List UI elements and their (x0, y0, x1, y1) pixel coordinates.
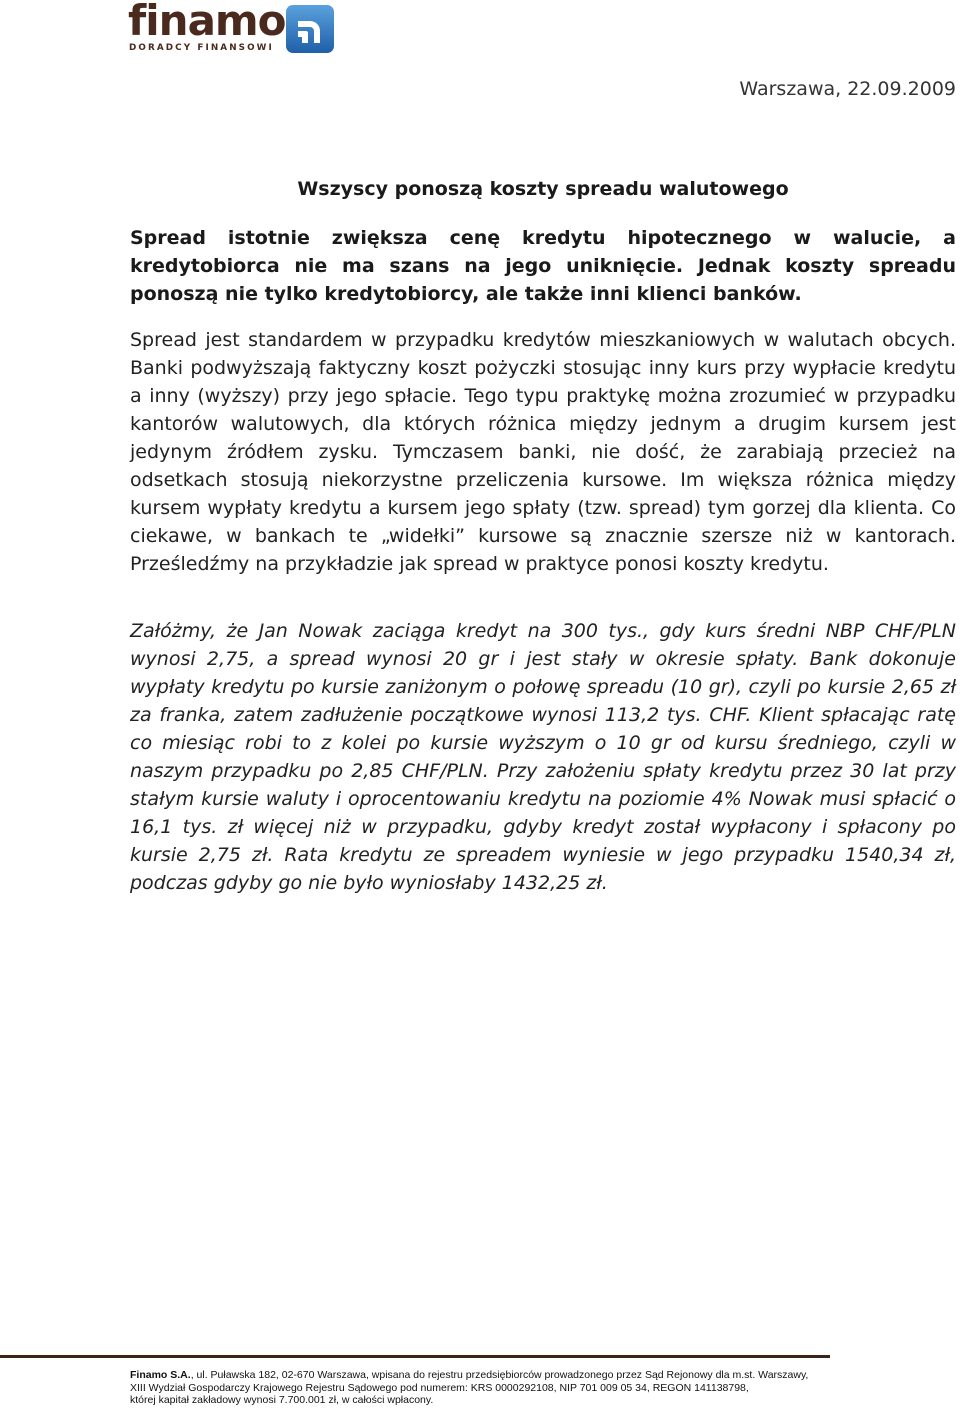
article-paragraph-example: Załóżmy, że Jan Nowak zaciąga kredyt na 300 tys., gdy kurs średni NBP CHF/PLN wynosi 2,75, a spread wynosi 20 gr i jest stały w okresie spłaty. Bank dokonuje wypłaty kredytu po kursie zaniżonym o połowę spreadu (10 gr), czyli po kursie 2,65 zł za franka, zatem zadłużenie początkowe wynosi 113,2 tys. CHF. Klient spłacając ratę co miesiąc robi to z kolei po kursie wyższym o 10 gr od kursu średniego, czyli w naszym przypadku po 2,85 CHF/PLN. Przy założeniu spłaty kredytu przez 30 lat przy stałym kursie waluty i oprocentowaniu kredytu na poziomie 4% Nowak musi spłacić o 16,1 tys. zł więcej niż w przypadku, gdyby kredyt został wypłacony i spłacony po kursie 2,75 zł. Rata kredytu ze spreadem wyniesie w jego przypadku 1540,34 zł, podczas gdyby go nie było wyniosłaby 1432,25 zł. (130, 620, 956, 894)
footer-company-name: Finamo S.A. (130, 1369, 191, 1381)
article-title: Wszyscy ponoszą koszty spreadu walutowego (297, 178, 789, 200)
footer-line-2: XIII Wydział Gospodarczy Krajowego Rejestru Sądowego pod numerem: KRS 0000292108, NIP 701 009 05 34, REGON 141138798, (130, 1381, 749, 1394)
article-paragraph-1: Spread jest standardem w przypadku kredytów mieszkaniowych w walutach obcych. Banki podwyższają faktyczny koszt pożyczki stosując inny kurs przy wypłacie kredytu a inny (wyższy) przy jego spłacie. Tego typu praktykę można zrozumieć w przypadku kantorów walutowych, dla których różnica między jednym a drugim kursem jest jedynym źródłem zysku. Tymczasem banki, nie dość, że zarabiają przecież na odsetkach stosują niekorzystne przeliczenia kursowe. Im większa różnica między kursem wypłaty kredytu a kursem jego spłaty (tzw. spread) tym gorzej dla klienta. Co ciekawe, w bankach te „widełki” kursowe są znacznie szersze niż w kantorach. Prześledźmy na przykładzie jak spread w praktyce ponosi koszty kredytu. (130, 329, 956, 575)
footer-divider (0, 1355, 830, 1358)
footer-line-1 (130, 1369, 890, 1382)
article-lead: Spread istotnie zwiększa cenę kredytu hipotecznego w walucie, a kredytobiorca nie ma szans na jego uniknięcie. Jednak koszty spreadu ponoszą nie tylko kredytobiorcy, ale także inni klienci banków. (130, 227, 956, 305)
company-footer (130, 1369, 890, 1407)
company-logo (128, 0, 338, 54)
document-date: Warszawa, 22.09.2009 (739, 78, 956, 100)
logo-tagline: DORADCY FINANSOWI (129, 43, 274, 53)
logo-mark-icon (286, 5, 334, 53)
footer-address: , ul. Puławska 182, 02-670 Warszawa, wpisana do rejestru przedsiębiorców prowadzonego przez Sąd Rejonowy dla m.st. Warszawy, (190, 1369, 809, 1381)
logo-wordmark: finamo (128, 0, 286, 45)
footer-line-3: której kapitał zakładowy wynosi 7.700.001 zł, w całości wpłacony. (130, 1394, 434, 1406)
